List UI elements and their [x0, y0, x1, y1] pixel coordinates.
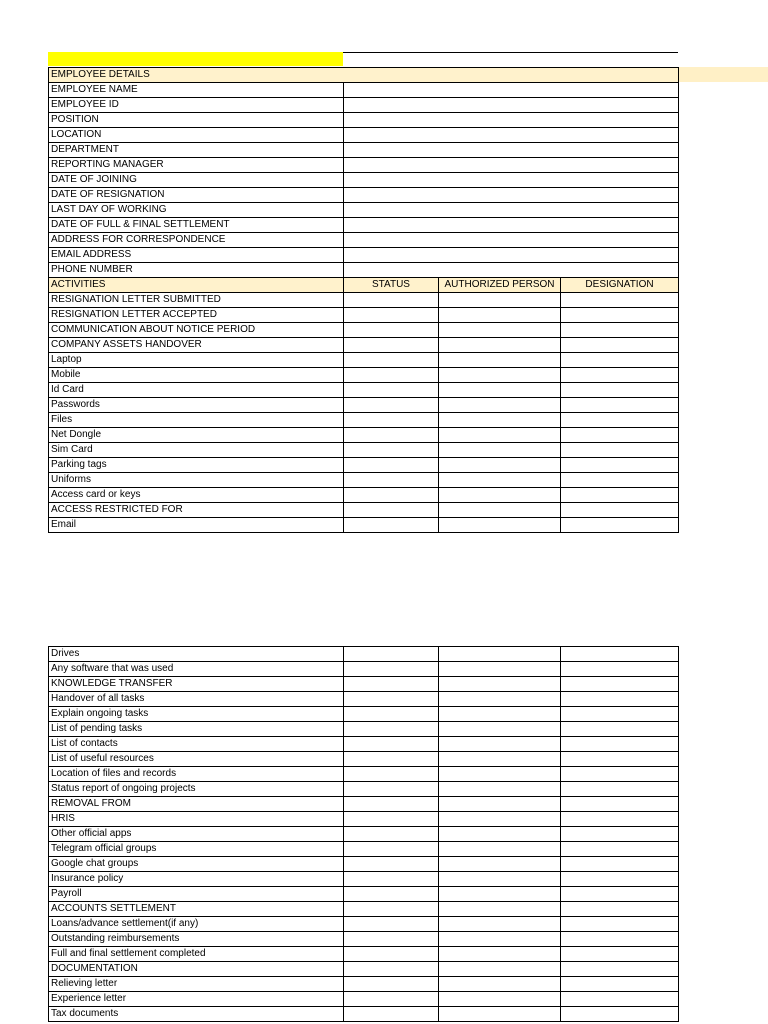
- activity-row: [49, 962, 679, 977]
- designation-cell[interactable]: [561, 647, 679, 662]
- activity-label: Parking tags: [49, 458, 344, 473]
- designation-cell[interactable]: [561, 707, 679, 722]
- section-title: EMPLOYEE DETAILS: [49, 68, 679, 83]
- activity-row: [49, 413, 679, 428]
- field-label: REPORTING MANAGER: [49, 158, 344, 173]
- authorized-person-cell[interactable]: [439, 488, 561, 503]
- status-cell[interactable]: [344, 503, 439, 518]
- activity-row: [49, 902, 679, 917]
- detail-row: [49, 158, 679, 173]
- activity-label: Relieving letter: [49, 977, 344, 992]
- authorized-person-cell[interactable]: [439, 947, 561, 962]
- status-cell[interactable]: [344, 947, 439, 962]
- activity-row: [49, 782, 679, 797]
- activity-label: Payroll: [49, 887, 344, 902]
- activity-row: [49, 473, 679, 488]
- field-label: LOCATION: [49, 128, 344, 143]
- status-cell[interactable]: [344, 872, 439, 887]
- activity-label: KNOWLEDGE TRANSFER: [49, 677, 344, 692]
- designation-cell[interactable]: [561, 503, 679, 518]
- activity-row: [49, 368, 679, 383]
- designation-cell[interactable]: [561, 782, 679, 797]
- authorized-person-cell[interactable]: [439, 917, 561, 932]
- status-cell[interactable]: [344, 692, 439, 707]
- authorized-person-cell[interactable]: [439, 398, 561, 413]
- activity-row: [49, 308, 679, 323]
- activity-label: ACCOUNTS SETTLEMENT: [49, 902, 344, 917]
- status-cell[interactable]: [344, 368, 439, 383]
- authorized-person-cell[interactable]: [439, 443, 561, 458]
- activity-row: [49, 722, 679, 737]
- field-value-cell[interactable]: [344, 188, 679, 203]
- authorized-person-cell[interactable]: [439, 797, 561, 812]
- field-label: DEPARTMENT: [49, 143, 344, 158]
- authorized-person-cell[interactable]: [439, 812, 561, 827]
- status-cell[interactable]: [344, 323, 439, 338]
- activity-row: [49, 887, 679, 902]
- activity-row: [49, 812, 679, 827]
- field-value-cell[interactable]: [344, 83, 679, 98]
- authorized-person-cell[interactable]: [439, 752, 561, 767]
- designation-cell[interactable]: [561, 383, 679, 398]
- designation-cell[interactable]: [561, 368, 679, 383]
- designation-cell[interactable]: [561, 323, 679, 338]
- activity-label: COMMUNICATION ABOUT NOTICE PERIOD: [49, 323, 344, 338]
- authorized-person-cell[interactable]: [439, 692, 561, 707]
- designation-cell[interactable]: [561, 692, 679, 707]
- designation-cell[interactable]: [561, 677, 679, 692]
- status-cell[interactable]: [344, 782, 439, 797]
- detail-row: [49, 218, 679, 233]
- authorized-person-cell[interactable]: [439, 977, 561, 992]
- activity-row: [49, 947, 679, 962]
- activity-label: List of pending tasks: [49, 722, 344, 737]
- designation-cell[interactable]: [561, 293, 679, 308]
- activity-row: [49, 458, 679, 473]
- status-cell[interactable]: [344, 707, 439, 722]
- activity-row: [49, 503, 679, 518]
- field-value-cell[interactable]: [344, 128, 679, 143]
- activity-row: [49, 518, 679, 533]
- activity-label: Google chat groups: [49, 857, 344, 872]
- authorized-person-cell[interactable]: [439, 473, 561, 488]
- authorized-person-cell[interactable]: [439, 503, 561, 518]
- activity-row: [49, 293, 679, 308]
- activity-row: [49, 842, 679, 857]
- activity-label: Loans/advance settlement(if any): [49, 917, 344, 932]
- activity-label: HRIS: [49, 812, 344, 827]
- status-cell[interactable]: [344, 677, 439, 692]
- activity-label: Insurance policy: [49, 872, 344, 887]
- status-cell[interactable]: [344, 308, 439, 323]
- activity-label: REMOVAL FROM: [49, 797, 344, 812]
- activity-label: Access card or keys: [49, 488, 344, 503]
- detail-row: [49, 143, 679, 158]
- detail-row: [49, 263, 679, 278]
- activity-row: [49, 827, 679, 842]
- status-cell[interactable]: [344, 932, 439, 947]
- activity-row: [49, 488, 679, 503]
- status-cell[interactable]: [344, 737, 439, 752]
- status-cell[interactable]: [344, 1007, 439, 1022]
- field-value-cell[interactable]: [344, 113, 679, 128]
- detail-row: [49, 188, 679, 203]
- activity-row: [49, 398, 679, 413]
- designation-cell[interactable]: [561, 962, 679, 977]
- activity-label: RESIGNATION LETTER SUBMITTED: [49, 293, 344, 308]
- authorized-person-cell[interactable]: [439, 677, 561, 692]
- status-cell[interactable]: [344, 962, 439, 977]
- field-value-cell[interactable]: [344, 263, 679, 278]
- column-header: DESIGNATION: [561, 278, 679, 293]
- activity-row: [49, 707, 679, 722]
- authorized-person-cell[interactable]: [439, 458, 561, 473]
- authorized-person-cell[interactable]: [439, 647, 561, 662]
- designation-cell[interactable]: [561, 308, 679, 323]
- designation-cell[interactable]: [561, 827, 679, 842]
- detail-row: [49, 248, 679, 263]
- designation-cell[interactable]: [561, 842, 679, 857]
- activity-label: Telegram official groups: [49, 842, 344, 857]
- status-cell[interactable]: [344, 767, 439, 782]
- status-cell[interactable]: [344, 977, 439, 992]
- field-value-cell[interactable]: [344, 218, 679, 233]
- field-value-cell[interactable]: [344, 143, 679, 158]
- activity-label: Mobile: [49, 368, 344, 383]
- header-band-extension: [678, 67, 768, 82]
- activity-label: Drives: [49, 647, 344, 662]
- activity-row: [49, 323, 679, 338]
- status-cell[interactable]: [344, 338, 439, 353]
- detail-row: [49, 173, 679, 188]
- authorized-person-cell[interactable]: [439, 932, 561, 947]
- field-label: ADDRESS FOR CORRESPONDENCE: [49, 233, 344, 248]
- status-cell[interactable]: [344, 842, 439, 857]
- activity-row: [49, 932, 679, 947]
- designation-cell[interactable]: [561, 917, 679, 932]
- activity-label: Full and final settlement completed: [49, 947, 344, 962]
- field-value-cell[interactable]: [344, 173, 679, 188]
- activity-label: Status report of ongoing projects: [49, 782, 344, 797]
- activity-label: Other official apps: [49, 827, 344, 842]
- activity-row: [49, 428, 679, 443]
- designation-cell[interactable]: [561, 872, 679, 887]
- status-cell[interactable]: [344, 857, 439, 872]
- section-title: ACTIVITIES: [49, 278, 344, 293]
- authorized-person-cell[interactable]: [439, 842, 561, 857]
- activity-label: Id Card: [49, 383, 344, 398]
- activity-row: [49, 338, 679, 353]
- field-label: POSITION: [49, 113, 344, 128]
- authorized-person-cell[interactable]: [439, 383, 561, 398]
- activity-label: Laptop: [49, 353, 344, 368]
- authorized-person-cell[interactable]: [439, 707, 561, 722]
- activity-row: [49, 353, 679, 368]
- authorized-person-cell[interactable]: [439, 368, 561, 383]
- field-value-cell[interactable]: [344, 203, 679, 218]
- designation-cell[interactable]: [561, 413, 679, 428]
- activity-label: Any software that was used: [49, 662, 344, 677]
- activity-label: Tax documents: [49, 1007, 344, 1022]
- authorized-person-cell[interactable]: [439, 827, 561, 842]
- activity-row: [49, 797, 679, 812]
- activity-label: ACCESS RESTRICTED FOR: [49, 503, 344, 518]
- designation-cell[interactable]: [561, 752, 679, 767]
- status-cell[interactable]: [344, 443, 439, 458]
- detail-row: [49, 203, 679, 218]
- detail-row: [49, 98, 679, 113]
- authorized-person-cell[interactable]: [439, 338, 561, 353]
- activity-label: List of useful resources: [49, 752, 344, 767]
- designation-cell[interactable]: [561, 443, 679, 458]
- authorized-person-cell[interactable]: [439, 1007, 561, 1022]
- activity-label: RESIGNATION LETTER ACCEPTED: [49, 308, 344, 323]
- status-cell[interactable]: [344, 383, 439, 398]
- detail-row: [49, 233, 679, 248]
- activity-row: [49, 443, 679, 458]
- activity-label: Net Dongle: [49, 428, 344, 443]
- authorized-person-cell[interactable]: [439, 323, 561, 338]
- status-cell[interactable]: [344, 293, 439, 308]
- authorized-person-cell[interactable]: [439, 428, 561, 443]
- activity-row: [49, 857, 679, 872]
- designation-cell[interactable]: [561, 518, 679, 533]
- authorized-person-cell[interactable]: [439, 722, 561, 737]
- status-cell[interactable]: [344, 473, 439, 488]
- authorized-person-cell[interactable]: [439, 293, 561, 308]
- designation-cell[interactable]: [561, 428, 679, 443]
- activity-row: [49, 737, 679, 752]
- activity-label: Location of files and records: [49, 767, 344, 782]
- status-cell[interactable]: [344, 488, 439, 503]
- authorized-person-cell[interactable]: [439, 353, 561, 368]
- status-cell[interactable]: [344, 722, 439, 737]
- activity-label: Files: [49, 413, 344, 428]
- detail-row: [49, 83, 679, 98]
- authorized-person-cell[interactable]: [439, 662, 561, 677]
- status-cell[interactable]: [344, 353, 439, 368]
- authorized-person-cell[interactable]: [439, 737, 561, 752]
- field-value-cell[interactable]: [344, 233, 679, 248]
- designation-cell[interactable]: [561, 887, 679, 902]
- highlighted-title-cell[interactable]: [48, 52, 343, 66]
- designation-cell[interactable]: [561, 947, 679, 962]
- authorized-person-cell[interactable]: [439, 857, 561, 872]
- authorized-person-cell[interactable]: [439, 962, 561, 977]
- authorized-person-cell[interactable]: [439, 887, 561, 902]
- authorized-person-cell[interactable]: [439, 308, 561, 323]
- activity-row: [49, 917, 679, 932]
- activity-row: [49, 662, 679, 677]
- activity-row: [49, 767, 679, 782]
- authorized-person-cell[interactable]: [439, 872, 561, 887]
- designation-cell[interactable]: [561, 473, 679, 488]
- activity-row: [49, 1007, 679, 1022]
- activity-row: [49, 977, 679, 992]
- activity-label: Sim Card: [49, 443, 344, 458]
- status-cell[interactable]: [344, 662, 439, 677]
- status-cell[interactable]: [344, 428, 439, 443]
- activity-label: Outstanding reimbursements: [49, 932, 344, 947]
- section-header-employee-details: [49, 68, 679, 83]
- designation-cell[interactable]: [561, 488, 679, 503]
- field-value-cell[interactable]: [344, 248, 679, 263]
- authorized-person-cell[interactable]: [439, 518, 561, 533]
- activity-row: [49, 752, 679, 767]
- status-cell[interactable]: [344, 812, 439, 827]
- field-label: EMPLOYEE NAME: [49, 83, 344, 98]
- status-cell[interactable]: [344, 902, 439, 917]
- designation-cell[interactable]: [561, 902, 679, 917]
- activity-row: [49, 992, 679, 1007]
- authorized-person-cell[interactable]: [439, 782, 561, 797]
- authorized-person-cell[interactable]: [439, 992, 561, 1007]
- designation-cell[interactable]: [561, 722, 679, 737]
- designation-cell[interactable]: [561, 767, 679, 782]
- column-header: STATUS: [344, 278, 439, 293]
- activity-row: [49, 692, 679, 707]
- section-header-activities: [49, 278, 679, 293]
- activity-label: COMPANY ASSETS HANDOVER: [49, 338, 344, 353]
- checklist-table-page-2: [48, 646, 679, 1022]
- activity-label: Passwords: [49, 398, 344, 413]
- designation-cell[interactable]: [561, 398, 679, 413]
- activity-label: Handover of all tasks: [49, 692, 344, 707]
- designation-cell[interactable]: [561, 992, 679, 1007]
- detail-row: [49, 128, 679, 143]
- activity-row: [49, 872, 679, 887]
- field-label: DATE OF FULL & FINAL SETTLEMENT: [49, 218, 344, 233]
- status-cell[interactable]: [344, 752, 439, 767]
- column-header: AUTHORIZED PERSON: [439, 278, 561, 293]
- status-cell[interactable]: [344, 398, 439, 413]
- status-cell[interactable]: [344, 827, 439, 842]
- designation-cell[interactable]: [561, 737, 679, 752]
- activity-row: [49, 383, 679, 398]
- status-cell[interactable]: [344, 917, 439, 932]
- checklist-table-page-1: [48, 67, 679, 533]
- status-cell[interactable]: [344, 413, 439, 428]
- field-label: EMPLOYEE ID: [49, 98, 344, 113]
- designation-cell[interactable]: [561, 812, 679, 827]
- status-cell[interactable]: [344, 458, 439, 473]
- authorized-person-cell[interactable]: [439, 413, 561, 428]
- designation-cell[interactable]: [561, 977, 679, 992]
- designation-cell[interactable]: [561, 797, 679, 812]
- detail-row: [49, 113, 679, 128]
- activity-label: Email: [49, 518, 344, 533]
- field-value-cell[interactable]: [344, 98, 679, 113]
- designation-cell[interactable]: [561, 338, 679, 353]
- designation-cell[interactable]: [561, 1007, 679, 1022]
- status-cell[interactable]: [344, 797, 439, 812]
- title-underline: [343, 52, 678, 53]
- field-label: LAST DAY OF WORKING: [49, 203, 344, 218]
- activity-label: Uniforms: [49, 473, 344, 488]
- authorized-person-cell[interactable]: [439, 767, 561, 782]
- field-label: EMAIL ADDRESS: [49, 248, 344, 263]
- status-cell[interactable]: [344, 518, 439, 533]
- field-label: DATE OF RESIGNATION: [49, 188, 344, 203]
- activity-row: [49, 677, 679, 692]
- field-label: PHONE NUMBER: [49, 263, 344, 278]
- activity-row: [49, 647, 679, 662]
- designation-cell[interactable]: [561, 353, 679, 368]
- designation-cell[interactable]: [561, 458, 679, 473]
- activity-label: List of contacts: [49, 737, 344, 752]
- designation-cell[interactable]: [561, 857, 679, 872]
- field-label: DATE OF JOINING: [49, 173, 344, 188]
- authorized-person-cell[interactable]: [439, 902, 561, 917]
- status-cell[interactable]: [344, 647, 439, 662]
- designation-cell[interactable]: [561, 662, 679, 677]
- activity-label: Experience letter: [49, 992, 344, 1007]
- status-cell[interactable]: [344, 887, 439, 902]
- status-cell[interactable]: [344, 992, 439, 1007]
- designation-cell[interactable]: [561, 932, 679, 947]
- activity-label: DOCUMENTATION: [49, 962, 344, 977]
- activity-label: Explain ongoing tasks: [49, 707, 344, 722]
- field-value-cell[interactable]: [344, 158, 679, 173]
